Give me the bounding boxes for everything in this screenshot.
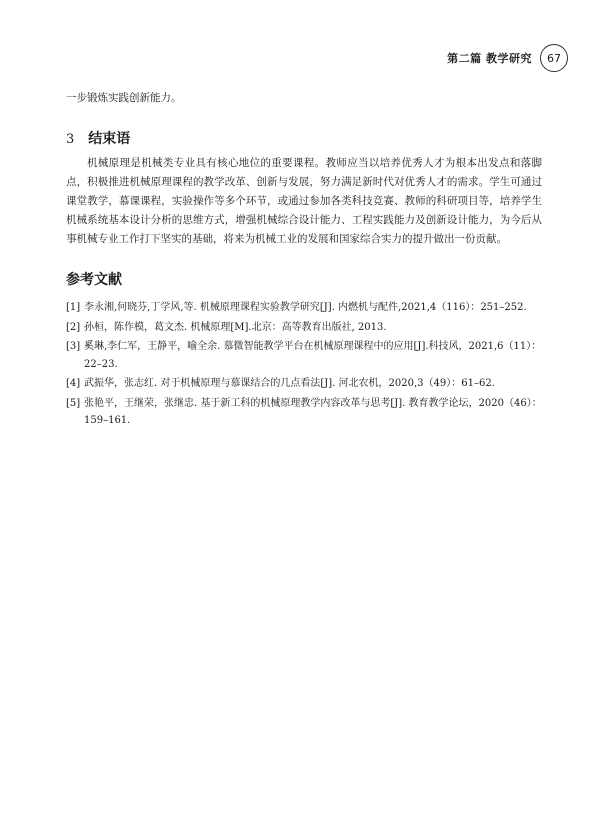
reference-number: [3] (66, 341, 81, 352)
conclusion-paragraph: 机械原理是机械类专业具有核心地位的重要课程。教师应当以培养优秀人才为根本出发点和落脚点，积极推进机械原理课程的教学改革、创新与发展，努力满足新时代对优秀人才的需求。学生可通过课堂教学，慕课课程，实验操作等多个环节，或通过参加各类科技竞赛、教师的科研项目等，培养学生机械系统基本设计分析的思维方式，增强机械综合设计能力、工程实践能力及创新设计能力，为今后从事机械专业工作打下坚实的基础，将来为机械工业的发展和国家综合实力的提升做出一份贡献。 (66, 157, 542, 245)
reference-text: 张艳平，王继荣，张继忠. 基于新工科的机械原理教学内容改革与思考[J]. 教育教学论坛，2020（46）：159–161. (84, 397, 542, 426)
reference-number: [2] (66, 321, 81, 333)
references-title: 参考文献 (66, 272, 122, 288)
reference-item (66, 338, 542, 373)
reference-number: [5] (66, 397, 81, 409)
reference-text: 武振华，张志红. 对于机械原理与慕课结合的几点看法[J]. 河北农机，2020,3（49）：61–62. (84, 378, 495, 389)
reference-item (66, 319, 542, 337)
reference-text: 奚琳,李仁军，王静平，喻全余. 慕微智能教学平台在机械原理课程中的应用[J].科技风，2021,6（11）：22–23. (84, 341, 542, 370)
reference-item (66, 375, 542, 393)
section-heading (66, 128, 542, 148)
carryover-text: 一步锻炼实践创新能力。 (66, 92, 182, 104)
section-label: 第二篇 教学研究 (447, 52, 532, 65)
reference-text: 孙桓，陈作模，葛文杰. 机械原理[M].北京：高等教育出版社, 2013. (84, 321, 387, 333)
section-title: 结束语 (88, 131, 131, 147)
reference-list (66, 299, 542, 430)
running-header (447, 44, 568, 72)
reference-item (66, 395, 542, 430)
reference-text: 李永湘,何晓芬,丁学风,等. 机械原理课程实验教学研究[J]. 内燃机与配件,2021,4（116）：251–252. (84, 302, 527, 313)
reference-number: [4] (66, 378, 81, 389)
reference-item (66, 299, 542, 317)
section-number: 3 (66, 132, 75, 147)
reference-number: [1] (66, 302, 81, 313)
page-number: 67 (540, 44, 568, 72)
page-body (66, 89, 542, 432)
